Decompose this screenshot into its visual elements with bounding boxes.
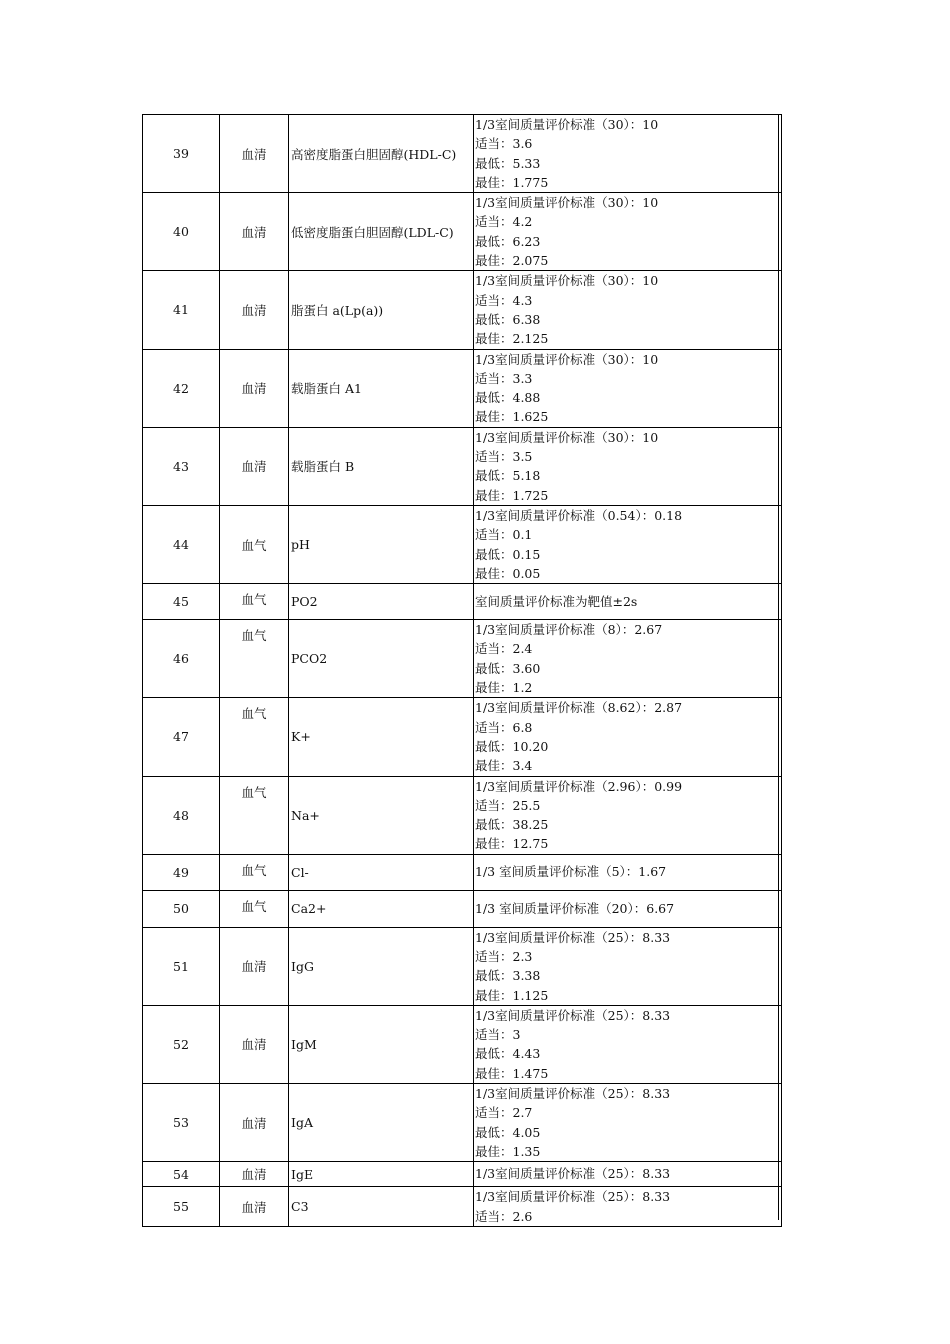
standard-line-detail: 最佳：1.775	[475, 174, 549, 190]
sample-type: 血气	[220, 776, 289, 854]
standard-line-detail: 最低：3.60	[475, 660, 541, 676]
standard-line-detail: 最低：10.20	[475, 738, 549, 754]
standard-line-detail: 最佳：1.125	[475, 987, 549, 1003]
row-number: 50	[143, 890, 220, 927]
standard-line-main: 1/3室间质量评价标准（25）：8.33	[475, 1166, 671, 1182]
quality-standard-cell	[474, 1084, 782, 1162]
standard-line-detail: 最佳：12.75	[475, 836, 549, 852]
sample-type: 血清	[220, 1187, 289, 1227]
table-row	[143, 427, 782, 505]
sample-type: 血清	[220, 1084, 289, 1162]
test-item: IgM	[289, 1005, 474, 1083]
sample-type: 血气	[220, 890, 289, 927]
quality-standard-cell	[474, 1005, 782, 1083]
standard-line-main: 1/3室间质量评价标准（25）：8.33	[475, 929, 671, 945]
test-item: Ca2+	[289, 890, 474, 927]
standard-line-main: 1/3室间质量评价标准（30）：10	[475, 195, 659, 211]
row-number: 43	[143, 427, 220, 505]
table-row	[143, 927, 782, 1005]
standard-line-detail: 适当：25.5	[475, 797, 541, 813]
test-item: PO2	[289, 584, 474, 620]
quality-standard-cell	[474, 427, 782, 505]
standard-line-main: 1/3室间质量评价标准（30）：10	[475, 117, 659, 132]
standard-line-detail: 最佳：1.2	[475, 680, 533, 696]
standard-line-detail: 最低：0.15	[475, 546, 541, 562]
quality-standard-cell	[474, 584, 782, 620]
standard-line-detail: 适当：2.4	[475, 641, 533, 657]
standard-line-detail: 适当：2.6	[475, 1208, 533, 1224]
test-item: IgA	[289, 1084, 474, 1162]
table-row	[143, 1187, 782, 1227]
test-item: 载脂蛋白 B	[289, 427, 474, 505]
row-number: 48	[143, 776, 220, 854]
sample-type: 血气	[220, 620, 289, 698]
row-number: 44	[143, 505, 220, 583]
table-row	[143, 584, 782, 620]
table-row	[143, 349, 782, 427]
standard-line-detail: 最低：3.38	[475, 968, 541, 984]
test-item: 高密度脂蛋白胆固醇(HDL-C)	[289, 115, 474, 193]
quality-standard-cell	[474, 115, 782, 193]
test-item: K+	[289, 698, 474, 776]
standard-line-detail: 适当：3.5	[475, 449, 533, 465]
quality-standard-cell	[474, 927, 782, 1005]
quality-standard-cell	[474, 271, 782, 349]
row-number: 41	[143, 271, 220, 349]
quality-standard-table-page	[142, 114, 778, 1227]
table-row	[143, 271, 782, 349]
standard-line-main: 室间质量评价标准为靶值±2s	[475, 593, 638, 609]
standard-line-detail: 最低：4.43	[475, 1046, 541, 1062]
standard-line-detail: 最佳：3.4	[475, 758, 533, 774]
standard-line-detail: 最佳：1.475	[475, 1065, 549, 1081]
row-number: 53	[143, 1084, 220, 1162]
standard-line-detail: 适当：4.2	[475, 214, 533, 230]
standard-line-detail: 最低：38.25	[475, 817, 549, 833]
standard-line-main: 1/3室间质量评价标准（8）：2.67	[475, 622, 663, 638]
standard-line-main: 1/3 室间质量评价标准（20）：6.67	[475, 900, 675, 916]
quality-standard-cell	[474, 890, 782, 927]
table-row	[143, 1084, 782, 1162]
row-number: 45	[143, 584, 220, 620]
standard-line-detail: 最低：6.38	[475, 311, 541, 327]
standard-line-detail: 最佳：0.05	[475, 565, 541, 581]
sample-type: 血气	[220, 584, 289, 620]
quality-standard-table	[142, 114, 782, 1227]
table-row	[143, 776, 782, 854]
test-item: IgG	[289, 927, 474, 1005]
row-number: 40	[143, 193, 220, 271]
table-row	[143, 1162, 782, 1187]
test-item: IgE	[289, 1162, 474, 1187]
table-row	[143, 890, 782, 927]
standard-line-main: 1/3室间质量评价标准（30）：10	[475, 273, 659, 289]
standard-line-detail: 适当：6.8	[475, 719, 533, 735]
row-number: 49	[143, 854, 220, 890]
standard-line-main: 1/3室间质量评价标准（30）：10	[475, 351, 659, 367]
quality-standard-cell	[474, 776, 782, 854]
standard-line-detail: 最佳：1.625	[475, 409, 549, 425]
sample-type: 血气	[220, 505, 289, 583]
quality-standard-cell	[474, 854, 782, 890]
standard-line-detail: 适当：2.7	[475, 1105, 533, 1121]
sample-type: 血气	[220, 854, 289, 890]
sample-type: 血清	[220, 427, 289, 505]
quality-standard-cell	[474, 505, 782, 583]
test-item: Na+	[289, 776, 474, 854]
row-number: 52	[143, 1005, 220, 1083]
standard-line-main: 1/3室间质量评价标准（25）：8.33	[475, 1007, 671, 1023]
test-item: 低密度脂蛋白胆固醇(LDL-C)	[289, 193, 474, 271]
standard-line-main: 1/3室间质量评价标准（25）：8.33	[475, 1189, 671, 1205]
sample-type: 血清	[220, 193, 289, 271]
standard-line-detail: 最佳：1.35	[475, 1143, 541, 1159]
sample-type: 血清	[220, 115, 289, 193]
standard-line-main: 1/3室间质量评价标准（8.62）：2.87	[475, 700, 683, 716]
table-row	[143, 505, 782, 583]
quality-standard-cell	[474, 193, 782, 271]
test-item: pH	[289, 505, 474, 583]
standard-line-detail: 适当：4.3	[475, 292, 533, 308]
table-right-double-border	[778, 114, 779, 1220]
standard-line-detail: 适当：2.3	[475, 948, 533, 964]
standard-line-main: 1/3室间质量评价标准（25）：8.33	[475, 1086, 671, 1102]
standard-line-detail: 适当：3.3	[475, 370, 533, 386]
table-row	[143, 698, 782, 776]
quality-standard-cell	[474, 620, 782, 698]
standard-line-detail: 适当：3.6	[475, 136, 533, 152]
table-row	[143, 620, 782, 698]
test-item: PCO2	[289, 620, 474, 698]
test-item: C3	[289, 1187, 474, 1227]
sample-type: 血清	[220, 1005, 289, 1083]
standard-line-detail: 最低：5.33	[475, 155, 541, 171]
table-row	[143, 193, 782, 271]
row-number: 46	[143, 620, 220, 698]
standard-line-detail: 最佳：2.075	[475, 253, 549, 269]
sample-type: 血气	[220, 698, 289, 776]
standard-line-main: 1/3 室间质量评价标准（5）：1.67	[475, 864, 667, 880]
quality-standard-cell	[474, 1162, 782, 1187]
standard-line-detail: 最低：4.05	[475, 1124, 541, 1140]
test-item: Cl-	[289, 854, 474, 890]
table-row	[143, 115, 782, 193]
table-body	[143, 115, 782, 1227]
standard-line-main: 1/3室间质量评价标准（0.54）：0.18	[475, 507, 683, 523]
standard-line-detail: 最佳：2.125	[475, 331, 549, 347]
standard-line-detail: 最低：5.18	[475, 468, 541, 484]
standard-line-detail: 适当：0.1	[475, 527, 533, 543]
row-number: 55	[143, 1187, 220, 1227]
test-item: 载脂蛋白 A1	[289, 349, 474, 427]
standard-line-detail: 适当：3	[475, 1027, 521, 1043]
sample-type: 血清	[220, 927, 289, 1005]
row-number: 54	[143, 1162, 220, 1187]
sample-type: 血清	[220, 1162, 289, 1187]
standard-line-main: 1/3室间质量评价标准（30）：10	[475, 429, 659, 445]
quality-standard-cell	[474, 698, 782, 776]
row-number: 39	[143, 115, 220, 193]
standard-line-detail: 最低：4.88	[475, 390, 541, 406]
standard-line-main: 1/3室间质量评价标准（2.96）：0.99	[475, 778, 683, 794]
quality-standard-cell	[474, 349, 782, 427]
standard-line-detail: 最低：6.23	[475, 233, 541, 249]
table-row	[143, 854, 782, 890]
quality-standard-cell	[474, 1187, 782, 1227]
row-number: 42	[143, 349, 220, 427]
sample-type: 血清	[220, 349, 289, 427]
standard-line-detail: 最佳：1.725	[475, 487, 549, 503]
table-row	[143, 1005, 782, 1083]
row-number: 47	[143, 698, 220, 776]
test-item: 脂蛋白 a(Lp(a))	[289, 271, 474, 349]
sample-type: 血清	[220, 271, 289, 349]
row-number: 51	[143, 927, 220, 1005]
